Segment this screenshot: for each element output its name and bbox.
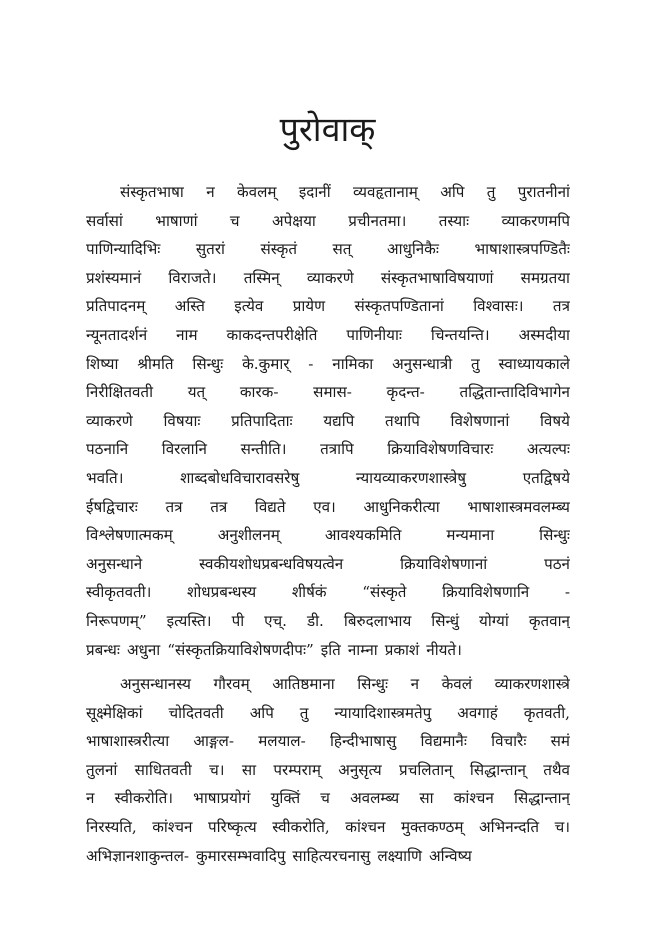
text-line xyxy=(86,607,570,636)
word: च। xyxy=(209,760,225,779)
word: कृदन्त- xyxy=(386,383,425,402)
text-line xyxy=(86,493,570,522)
word: क्रियाविशेषणविचारः xyxy=(387,440,494,459)
word: स्वीकरोति, xyxy=(272,818,330,837)
word: च xyxy=(320,789,330,808)
word: सिन्धुं xyxy=(431,611,460,630)
text-line xyxy=(86,813,570,842)
word: विषयाः xyxy=(163,411,201,430)
word: इत्येव xyxy=(234,297,264,316)
word: आवश्यकमिति xyxy=(324,526,402,545)
word: तत्र xyxy=(552,297,570,316)
word: कांश्चन xyxy=(152,818,193,837)
word: संस्कृतभाषाविषयाणां xyxy=(380,268,494,287)
word: पाणिन्यादिभिः xyxy=(86,240,161,259)
text-line xyxy=(86,207,570,236)
word: न xyxy=(86,789,95,808)
word: भाषाणां xyxy=(155,211,198,230)
word: स्वीकरोति। xyxy=(114,789,174,808)
paragraph-2 xyxy=(86,670,570,870)
word: इत्यस्ति। xyxy=(166,611,212,630)
word: अपेक्षया xyxy=(271,211,316,230)
word: न xyxy=(410,675,420,694)
word: तत्रापि xyxy=(320,440,354,459)
page-title: पुरोवाक् xyxy=(279,110,376,150)
word: तथैव xyxy=(543,760,570,779)
word: अत्यल्पः xyxy=(526,440,570,459)
word: सिद्धान्तान् xyxy=(469,760,526,779)
word: शिष्या xyxy=(86,354,119,373)
word: विचारैः xyxy=(491,732,527,751)
word: विश्वासः। xyxy=(473,297,524,316)
word: प्रशंस्यमानं xyxy=(86,268,142,287)
word: निरूपणम्” xyxy=(86,611,147,630)
word: भवति। xyxy=(86,468,124,487)
text-line xyxy=(86,178,570,207)
word: स्वकीयशोधप्रबन्धविषयत्वेन xyxy=(199,554,344,573)
word: अनुसन्धानस्य xyxy=(120,675,191,694)
word: साहित्यरचनासु xyxy=(292,846,371,865)
word: विराजते। xyxy=(168,268,217,287)
word: पठनं xyxy=(544,554,570,573)
word: योग्यां xyxy=(479,611,509,630)
word: अस्मदीया xyxy=(518,325,570,344)
word: प्रायेण xyxy=(292,297,326,316)
word: एतद्विषये xyxy=(522,468,570,487)
word: प्रतिपादिताः xyxy=(231,411,293,430)
word: पठनानि xyxy=(86,440,129,459)
word: अभिनन्दति xyxy=(479,818,540,837)
word: न्यायादिशास्त्रमतेपु xyxy=(334,703,432,722)
word: केवलं xyxy=(441,675,473,694)
word: समास- xyxy=(313,383,352,402)
text-line xyxy=(86,407,570,436)
word: पुरातनीनां xyxy=(517,183,570,201)
text-line xyxy=(86,521,570,550)
word: तु xyxy=(299,703,309,722)
word: विद्यते xyxy=(254,497,286,516)
word: सन्तीति। xyxy=(240,440,287,459)
word: नाम्ना xyxy=(347,640,378,659)
body-text xyxy=(86,178,570,870)
word: यद्यपि xyxy=(323,411,355,430)
word: कृतवान् xyxy=(528,611,570,630)
word: समग्रतया xyxy=(520,268,570,287)
word: चोदितवती xyxy=(168,703,224,722)
word: लक्ष्याणि xyxy=(377,846,423,865)
word: तद्धितान्तादिविभागेन xyxy=(459,383,570,402)
word: स्वाध्यायकाले xyxy=(498,354,570,373)
word: सिन्धुः xyxy=(357,675,389,694)
word: कांश्चन xyxy=(345,818,386,837)
word: केवलम् xyxy=(236,183,277,201)
word: शाब्दबोधविचारावसरेषु xyxy=(180,468,300,487)
word: आङ्गल- xyxy=(193,732,234,751)
word: यत् xyxy=(187,383,206,402)
word: इदानीं xyxy=(298,183,331,201)
word: भाषाशास्त्रपण्डितैः xyxy=(474,240,570,259)
word: युक्तिं xyxy=(270,789,301,808)
text-line xyxy=(86,842,570,871)
word: अभिज्ञानशाकुन्तल- xyxy=(86,846,189,865)
word: के.कुमार् xyxy=(242,354,290,373)
word: अधुना xyxy=(126,640,161,659)
word: “संस्कृतक्रियाविशेषणदीपः” xyxy=(167,640,314,659)
word: ईषद्विचारः xyxy=(86,497,138,516)
text-line xyxy=(86,670,570,699)
word: नामिका xyxy=(332,354,374,373)
word: परिष्कृत्य xyxy=(207,818,257,837)
word: अस्ति xyxy=(174,297,205,316)
word: नीयते। xyxy=(426,640,462,659)
word: हिन्दीभाषासु xyxy=(329,732,397,751)
word: संस्कृतपण्डितानां xyxy=(354,297,444,316)
word: व्याकरणे xyxy=(306,268,354,287)
word: इति xyxy=(320,640,341,659)
word: तस्याः xyxy=(438,211,470,230)
word: च। xyxy=(554,818,570,837)
word: चिन्तयन्ति। xyxy=(430,325,490,344)
word: न्यूनतादर्शनं xyxy=(86,325,148,344)
text-line xyxy=(86,784,570,813)
text-line xyxy=(86,578,570,607)
word: कृतवती, xyxy=(523,703,570,722)
word: कुमारसम्भवादिपु xyxy=(196,846,286,865)
text-line xyxy=(86,699,570,728)
word: कांश्चन xyxy=(453,789,494,808)
word: आधुनिकरीत्या xyxy=(363,497,440,516)
word: च xyxy=(229,211,240,230)
word: विद्यमानैः xyxy=(420,732,467,751)
word: पाणिनीयाः xyxy=(346,325,402,344)
word: संस्कृतं xyxy=(260,240,297,259)
word: क्रियाविशेषणानां xyxy=(400,554,488,573)
word: पी xyxy=(231,611,245,630)
word: विरलानि xyxy=(161,440,207,459)
word: श्रीमति xyxy=(137,354,174,373)
word: तस्मिन् xyxy=(243,268,280,287)
word: मुक्तकण्ठम् xyxy=(400,818,464,837)
word: प्रतिपादनम् xyxy=(86,297,146,316)
word: आतिष्ठमाना xyxy=(272,675,335,694)
word: तथापि xyxy=(384,411,420,430)
text-line xyxy=(86,264,570,293)
text-line xyxy=(86,378,570,407)
word: काकदन्तपरीक्षेति xyxy=(226,325,318,344)
text-line xyxy=(86,727,570,756)
word: अनुसन्धाने xyxy=(86,554,143,573)
word: मन्यमाना xyxy=(446,526,495,545)
word: सिन्धुः xyxy=(539,526,570,545)
word: प्रचलितान् xyxy=(399,760,453,779)
word: अनुसन्धात्री xyxy=(392,354,453,373)
word: अपि xyxy=(440,183,465,201)
word: विषये xyxy=(540,411,570,430)
word: व्यवहृतानाम् xyxy=(353,183,418,201)
word: विशेषणानां xyxy=(450,411,510,430)
word: बिरुदलाभाय xyxy=(343,611,412,630)
word: - xyxy=(308,354,314,373)
text-line xyxy=(86,350,570,379)
word: अन्विष्य xyxy=(429,846,472,865)
text-line xyxy=(86,235,570,264)
text-line xyxy=(86,321,570,350)
text-line xyxy=(86,550,570,579)
text-line xyxy=(86,756,570,785)
word: तु xyxy=(486,183,496,201)
word: भाषाशास्त्रमवलम्ब्य xyxy=(467,497,570,516)
word: सा xyxy=(241,760,257,779)
word: प्रचीनतमा। xyxy=(348,211,407,230)
word: सिन्धुः xyxy=(192,354,224,373)
word: तत्र xyxy=(165,497,183,516)
text-line xyxy=(86,464,570,493)
word: एव। xyxy=(313,497,336,516)
text-line xyxy=(86,292,570,321)
word: अवलम्ब्य xyxy=(350,789,400,808)
word: व्याकरणमपि xyxy=(501,211,570,230)
word: सुतरां xyxy=(195,240,225,259)
word: निरीक्षितवती xyxy=(86,383,154,402)
word: डी. xyxy=(307,611,324,630)
word: तत्र xyxy=(210,497,228,516)
word: एच्. xyxy=(264,611,287,630)
word: तुलनां xyxy=(86,760,118,779)
word: स्वीकृतवती। xyxy=(86,583,152,602)
word: नाम xyxy=(176,325,198,344)
word: शीर्षकं xyxy=(291,583,327,602)
word: - xyxy=(564,583,570,602)
word: परम्पराम् xyxy=(273,760,321,779)
text-line xyxy=(86,435,570,464)
word: सत् xyxy=(332,240,352,259)
word: क्रियाविशेषणानि xyxy=(442,583,530,602)
text-line xyxy=(86,636,570,665)
paragraph-1 xyxy=(86,178,570,664)
word: प्रकाशं xyxy=(384,640,420,659)
word: गौरवम् xyxy=(213,675,250,694)
word: व्याकरणे xyxy=(86,411,133,430)
word: सूक्ष्मेक्षिकां xyxy=(86,703,143,722)
word: अवगाहं xyxy=(457,703,498,722)
word: आधुनिकैः xyxy=(386,240,439,259)
word: अनुशीलनम् xyxy=(217,526,280,545)
word: सा xyxy=(419,789,434,808)
word: न xyxy=(206,183,215,201)
word: भाषाशास्त्ररीत्या xyxy=(86,732,170,751)
word: व्याकरणशास्त्रे xyxy=(494,675,570,694)
word: मलयाल- xyxy=(258,732,306,751)
word: विश्लेषणात्मकम् xyxy=(86,526,173,545)
word: भाषाप्रयोगं xyxy=(193,789,251,808)
word: साधितवती xyxy=(134,760,192,779)
word: अपि xyxy=(249,703,274,722)
word: तु xyxy=(471,354,480,373)
word: “संस्कृते xyxy=(362,583,407,602)
word: कारक- xyxy=(239,383,279,402)
word: शोधप्रबन्धस्य xyxy=(187,583,257,602)
word: समं xyxy=(550,732,570,751)
word: निरस्यति, xyxy=(86,818,137,837)
word: सर्वासां xyxy=(86,211,123,230)
word: संस्कृतभाषा xyxy=(120,183,184,201)
word: प्रबन्धः xyxy=(86,640,120,659)
word: अनुसृत्य xyxy=(338,760,382,779)
word: न्यायव्याकरणशास्त्रेषु xyxy=(355,468,467,487)
word: सिद्धान्तान् xyxy=(514,789,570,808)
